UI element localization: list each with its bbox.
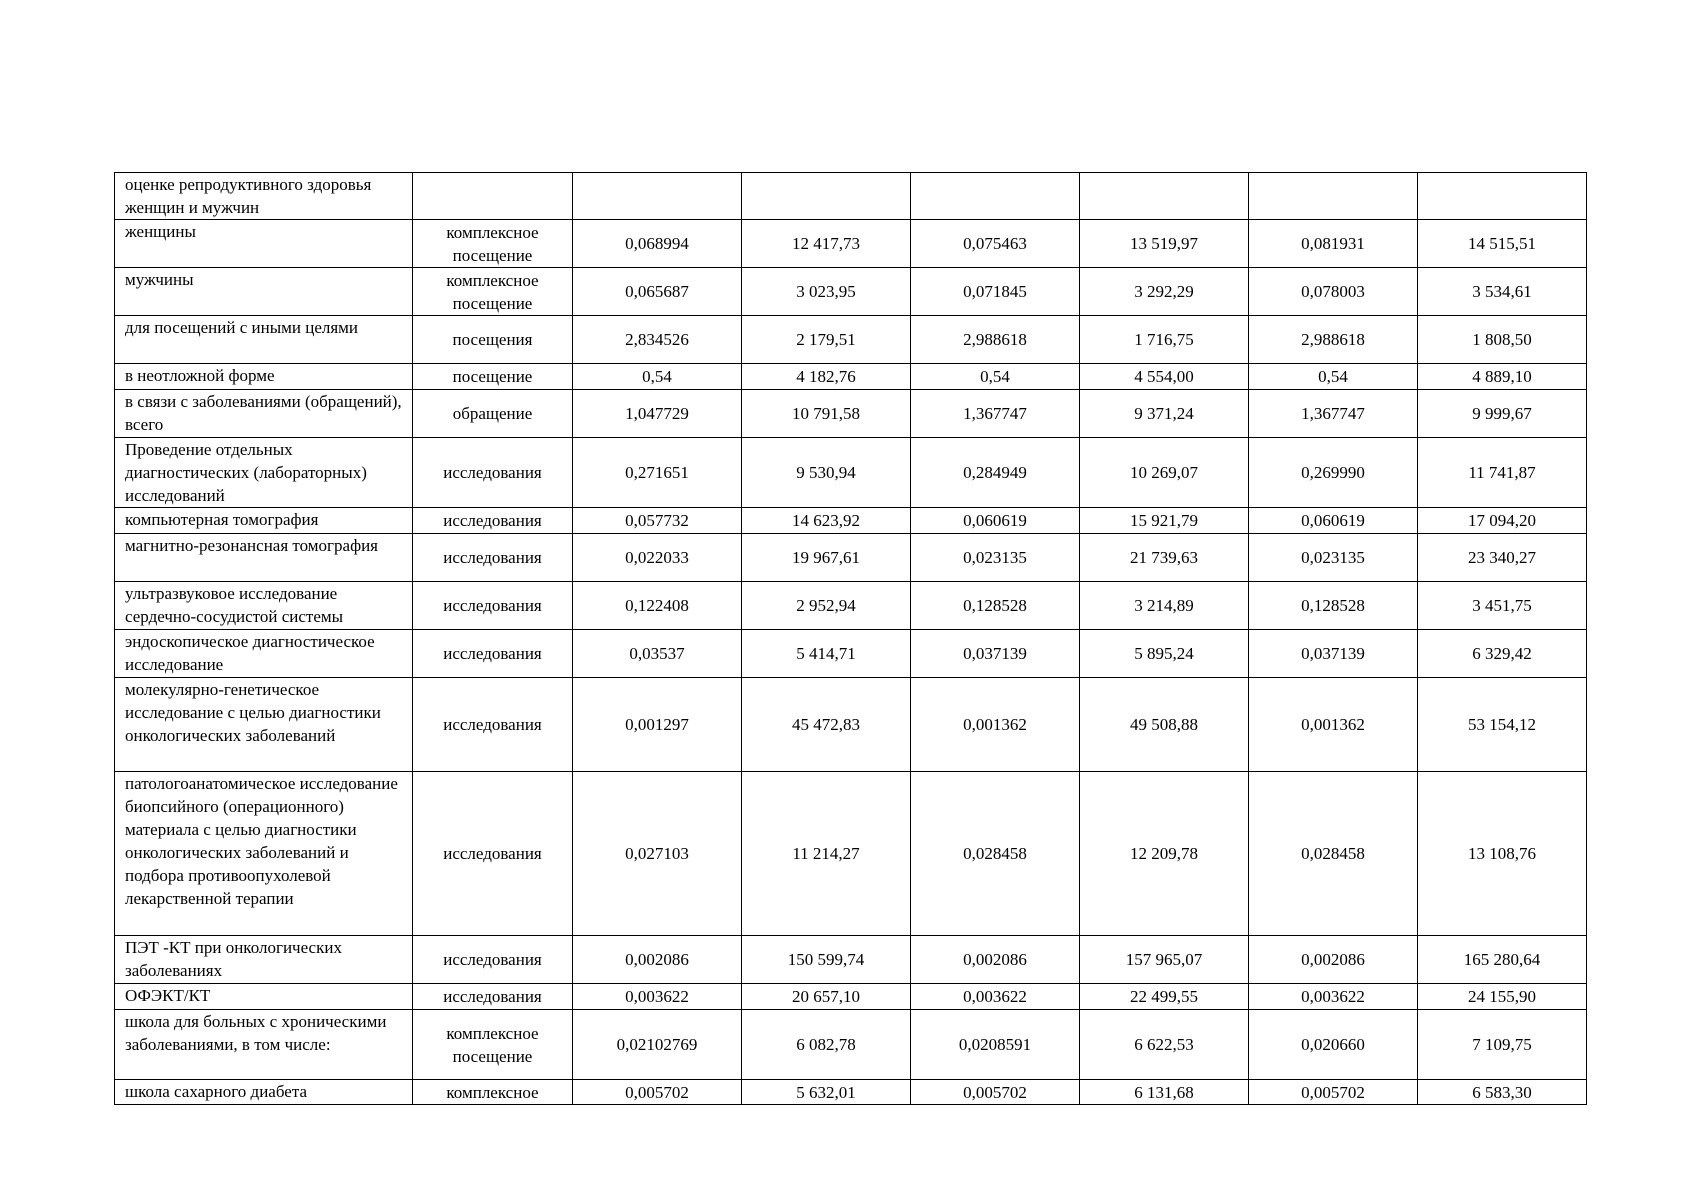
value-cell: 0,028458 xyxy=(911,772,1080,936)
value-cell: 11 214,27 xyxy=(742,772,911,936)
value-cell: 0,0208591 xyxy=(911,1010,1080,1080)
table-row xyxy=(115,582,1587,630)
value-cell: 23 340,27 xyxy=(1418,534,1587,582)
row-name-cell: молекулярно-генетическое исследование с целью диагностики онкологических заболеваний xyxy=(115,678,413,772)
value-cell: 0,122408 xyxy=(573,582,742,630)
value-cell: 0,02102769 xyxy=(573,1010,742,1080)
unit-cell: исследования xyxy=(413,678,573,772)
value-cell: 4 889,10 xyxy=(1418,364,1587,390)
value-cell: 22 499,55 xyxy=(1080,984,1249,1010)
value-cell: 0,001297 xyxy=(573,678,742,772)
row-name-cell: эндоскопическое диагностическое исследование xyxy=(115,630,413,678)
row-name-cell: школа для больных с хроническими заболеваниями, в том числе: xyxy=(115,1010,413,1080)
value-cell: 10 269,07 xyxy=(1080,438,1249,508)
row-name-cell: ультразвуковое исследование сердечно-сосудистой системы xyxy=(115,582,413,630)
value-cell: 9 999,67 xyxy=(1418,390,1587,438)
row-name-cell: мужчины xyxy=(115,268,413,316)
table-row xyxy=(115,390,1587,438)
value-cell: 3 292,29 xyxy=(1080,268,1249,316)
tariff-table xyxy=(114,172,1587,1105)
value-cell: 9 371,24 xyxy=(1080,390,1249,438)
value-cell: 2 952,94 xyxy=(742,582,911,630)
row-name-cell: магнитно-резонансная томография xyxy=(115,534,413,582)
unit-cell: исследования xyxy=(413,984,573,1010)
value-cell: 5 895,24 xyxy=(1080,630,1249,678)
value-cell: 0,03537 xyxy=(573,630,742,678)
value-cell: 3 534,61 xyxy=(1418,268,1587,316)
row-name-cell: для посещений с иными целями xyxy=(115,316,413,364)
unit-cell xyxy=(413,173,573,220)
value-cell: 2,988618 xyxy=(1249,316,1418,364)
unit-cell: исследования xyxy=(413,438,573,508)
value-cell: 0,057732 xyxy=(573,508,742,534)
table-row xyxy=(115,220,1587,268)
value-cell: 0,075463 xyxy=(911,220,1080,268)
table-row xyxy=(115,534,1587,582)
unit-cell: исследования xyxy=(413,936,573,984)
value-cell: 0,060619 xyxy=(911,508,1080,534)
value-cell: 17 094,20 xyxy=(1418,508,1587,534)
value-cell: 2,988618 xyxy=(911,316,1080,364)
value-cell: 0,002086 xyxy=(911,936,1080,984)
value-cell: 0,060619 xyxy=(1249,508,1418,534)
value-cell: 14 623,92 xyxy=(742,508,911,534)
value-cell: 0,027103 xyxy=(573,772,742,936)
value-cell: 3 023,95 xyxy=(742,268,911,316)
value-cell: 0,128528 xyxy=(1249,582,1418,630)
value-cell: 4 554,00 xyxy=(1080,364,1249,390)
value-cell: 6 329,42 xyxy=(1418,630,1587,678)
value-cell: 0,002086 xyxy=(1249,936,1418,984)
value-cell: 0,005702 xyxy=(573,1080,742,1105)
value-cell: 0,023135 xyxy=(911,534,1080,582)
row-name-cell: ПЭТ -КТ при онкологических заболеваниях xyxy=(115,936,413,984)
value-cell: 21 739,63 xyxy=(1080,534,1249,582)
value-cell: 24 155,90 xyxy=(1418,984,1587,1010)
table-row xyxy=(115,1010,1587,1080)
value-cell: 0,54 xyxy=(1249,364,1418,390)
value-cell: 10 791,58 xyxy=(742,390,911,438)
value-cell: 2 179,51 xyxy=(742,316,911,364)
value-cell: 12 417,73 xyxy=(742,220,911,268)
unit-cell: комплексное посещение xyxy=(413,268,573,316)
value-cell: 150 599,74 xyxy=(742,936,911,984)
value-cell: 0,001362 xyxy=(911,678,1080,772)
table-row xyxy=(115,173,1587,220)
value-cell: 1,367747 xyxy=(911,390,1080,438)
value-cell: 0,065687 xyxy=(573,268,742,316)
value-cell: 0,003622 xyxy=(911,984,1080,1010)
value-cell xyxy=(911,173,1080,220)
table-row xyxy=(115,316,1587,364)
value-cell: 0,078003 xyxy=(1249,268,1418,316)
value-cell: 0,271651 xyxy=(573,438,742,508)
value-cell: 1 716,75 xyxy=(1080,316,1249,364)
value-cell: 0,002086 xyxy=(573,936,742,984)
value-cell: 0,081931 xyxy=(1249,220,1418,268)
unit-cell: обращение xyxy=(413,390,573,438)
table-row xyxy=(115,1080,1587,1105)
value-cell: 5 414,71 xyxy=(742,630,911,678)
unit-cell: посещение xyxy=(413,364,573,390)
table-row xyxy=(115,984,1587,1010)
row-name-cell: Проведение отдельных диагностических (лабораторных) исследований xyxy=(115,438,413,508)
value-cell: 7 109,75 xyxy=(1418,1010,1587,1080)
value-cell xyxy=(742,173,911,220)
row-name-cell: женщины xyxy=(115,220,413,268)
value-cell: 53 154,12 xyxy=(1418,678,1587,772)
unit-cell: комплексное xyxy=(413,1080,573,1105)
table-row xyxy=(115,508,1587,534)
value-cell: 0,003622 xyxy=(573,984,742,1010)
value-cell: 1,047729 xyxy=(573,390,742,438)
value-cell: 15 921,79 xyxy=(1080,508,1249,534)
value-cell xyxy=(1080,173,1249,220)
row-name-cell: ОФЭКТ/КТ xyxy=(115,984,413,1010)
value-cell: 0,001362 xyxy=(1249,678,1418,772)
table-row xyxy=(115,268,1587,316)
value-cell: 13 108,76 xyxy=(1418,772,1587,936)
value-cell: 6 583,30 xyxy=(1418,1080,1587,1105)
value-cell xyxy=(1418,173,1587,220)
table-row xyxy=(115,772,1587,936)
value-cell: 165 280,64 xyxy=(1418,936,1587,984)
value-cell: 0,022033 xyxy=(573,534,742,582)
value-cell: 9 530,94 xyxy=(742,438,911,508)
row-name-cell: школа сахарного диабета xyxy=(115,1080,413,1105)
value-cell xyxy=(1249,173,1418,220)
value-cell: 0,005702 xyxy=(911,1080,1080,1105)
value-cell: 19 967,61 xyxy=(742,534,911,582)
value-cell: 0,037139 xyxy=(1249,630,1418,678)
unit-cell: комплексное посещение xyxy=(413,1010,573,1080)
value-cell: 12 209,78 xyxy=(1080,772,1249,936)
value-cell: 0,54 xyxy=(573,364,742,390)
value-cell: 1,367747 xyxy=(1249,390,1418,438)
row-name-cell: компьютерная томография xyxy=(115,508,413,534)
value-cell: 20 657,10 xyxy=(742,984,911,1010)
value-cell: 0,020660 xyxy=(1249,1010,1418,1080)
row-name-cell: в неотложной форме xyxy=(115,364,413,390)
value-cell: 0,071845 xyxy=(911,268,1080,316)
unit-cell: исследования xyxy=(413,508,573,534)
value-cell: 0,068994 xyxy=(573,220,742,268)
table-row xyxy=(115,438,1587,508)
value-cell: 0,54 xyxy=(911,364,1080,390)
value-cell: 6 131,68 xyxy=(1080,1080,1249,1105)
table-row xyxy=(115,678,1587,772)
value-cell: 49 508,88 xyxy=(1080,678,1249,772)
value-cell: 0,005702 xyxy=(1249,1080,1418,1105)
value-cell: 0,023135 xyxy=(1249,534,1418,582)
value-cell: 0,128528 xyxy=(911,582,1080,630)
row-name-cell: в связи с заболеваниями (обращений), всего xyxy=(115,390,413,438)
value-cell: 0,037139 xyxy=(911,630,1080,678)
value-cell: 45 472,83 xyxy=(742,678,911,772)
value-cell: 11 741,87 xyxy=(1418,438,1587,508)
value-cell: 157 965,07 xyxy=(1080,936,1249,984)
value-cell: 14 515,51 xyxy=(1418,220,1587,268)
value-cell: 0,269990 xyxy=(1249,438,1418,508)
table-row xyxy=(115,936,1587,984)
unit-cell: исследования xyxy=(413,534,573,582)
table-row xyxy=(115,364,1587,390)
value-cell: 0,003622 xyxy=(1249,984,1418,1010)
table-row xyxy=(115,630,1587,678)
value-cell: 1 808,50 xyxy=(1418,316,1587,364)
value-cell: 6 622,53 xyxy=(1080,1010,1249,1080)
value-cell: 6 082,78 xyxy=(742,1010,911,1080)
unit-cell: исследования xyxy=(413,772,573,936)
value-cell: 0,284949 xyxy=(911,438,1080,508)
table-body xyxy=(115,173,1587,1105)
value-cell xyxy=(573,173,742,220)
row-name-cell: оценке репродуктивного здоровья женщин и мужчин xyxy=(115,173,413,220)
unit-cell: комплексное посещение xyxy=(413,220,573,268)
value-cell: 0,028458 xyxy=(1249,772,1418,936)
value-cell: 3 451,75 xyxy=(1418,582,1587,630)
value-cell: 2,834526 xyxy=(573,316,742,364)
value-cell: 13 519,97 xyxy=(1080,220,1249,268)
unit-cell: исследования xyxy=(413,582,573,630)
value-cell: 3 214,89 xyxy=(1080,582,1249,630)
unit-cell: посещения xyxy=(413,316,573,364)
value-cell: 4 182,76 xyxy=(742,364,911,390)
unit-cell: исследования xyxy=(413,630,573,678)
value-cell: 5 632,01 xyxy=(742,1080,911,1105)
row-name-cell: патологоанатомическое исследование биопсийного (операционного) материала с целью диагностики онкологических заболеваний и подбора противоопухолевой лекарственной терапии xyxy=(115,772,413,936)
